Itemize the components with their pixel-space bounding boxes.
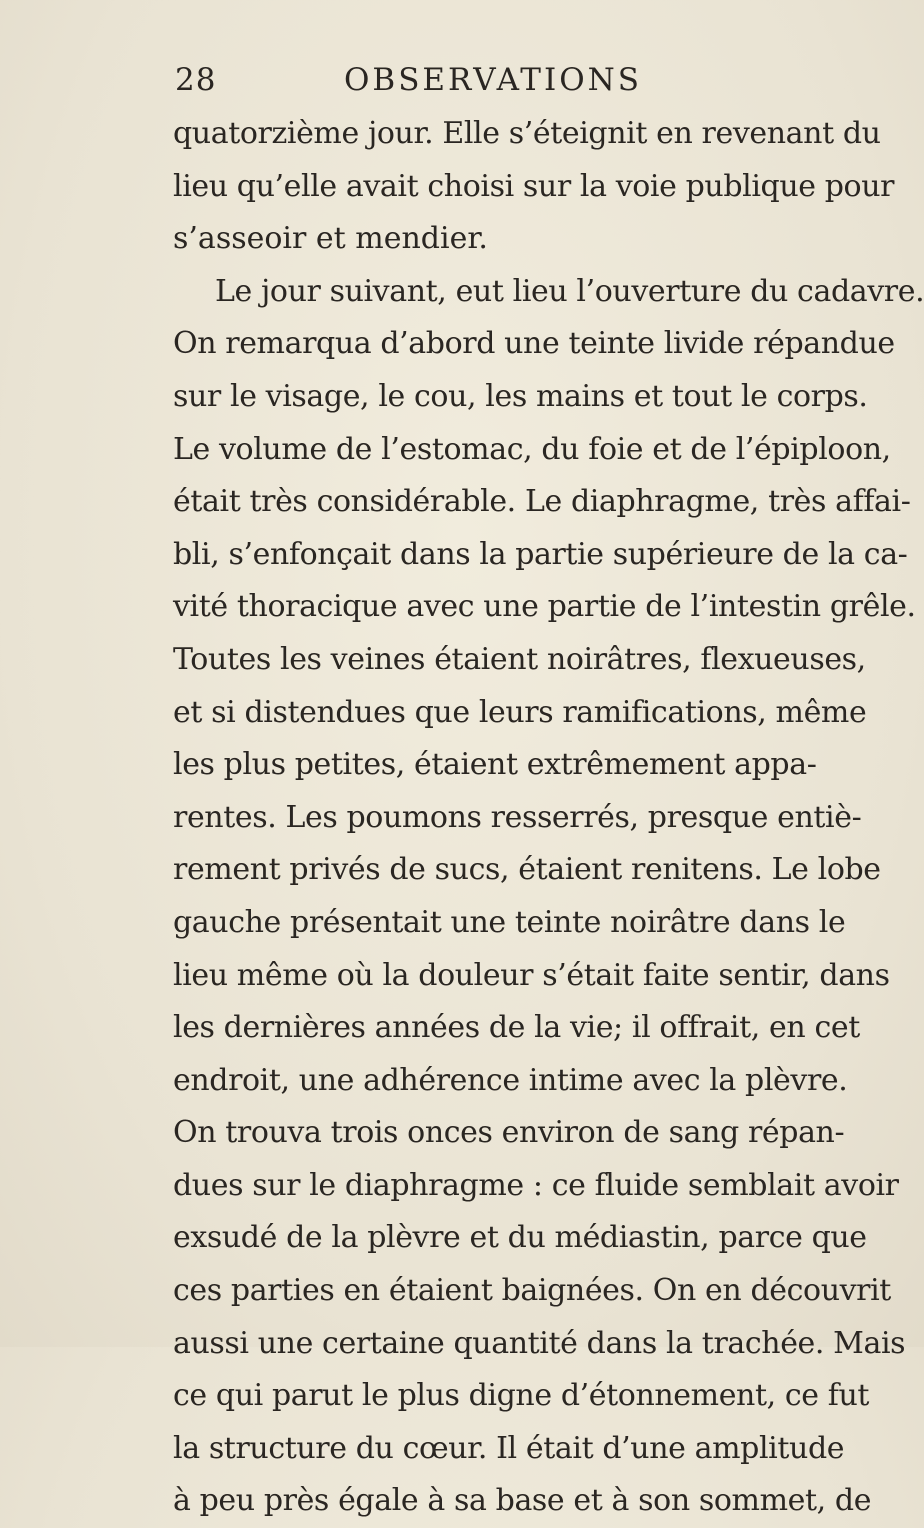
- text-line: dues sur le diaphragme : ce fluide semblait avoir: [173, 1167, 899, 1203]
- text-line: quatorzième jour. Elle s’éteignit en revenant du: [173, 116, 881, 151]
- text-line: s’asseoir et mendier.: [173, 221, 488, 257]
- text-line: endroit, une adhérence intime avec la plèvre.: [173, 1062, 848, 1098]
- text-line: aussi une certaine quantité dans la trachée. Mais: [173, 1325, 906, 1361]
- text-line: ces parties en étaient baignées. On en découvrit: [173, 1273, 891, 1309]
- text-line: lieu même où la douleur s’était faite sentir, dans: [173, 957, 890, 993]
- text-line: On remarqua d’abord une teinte livide répandue: [173, 326, 895, 362]
- text-line: Le volume de l’estomac, du foie et de l’épiploon,: [173, 431, 891, 467]
- text-line: était très considérable. Le diaphragme, très affai-: [173, 484, 911, 520]
- text-line: Le jour suivant, eut lieu l’ouverture du cadavre.: [215, 273, 924, 309]
- text-line: Toutes les veines étaient noirâtres, flexueuses,: [173, 641, 866, 677]
- text-line: les plus petites, étaient extrêmement appa-: [173, 747, 817, 783]
- text-line: sur le visage, le cou, les mains et tout le corps.: [173, 378, 868, 414]
- text-line: à peu près égale à sa base et à son sommet, de: [173, 1483, 872, 1519]
- running-title: OBSERVATIONS: [344, 62, 642, 98]
- text-line: la structure du cœur. Il était d’une amplitude: [173, 1430, 845, 1466]
- text-line: lieu qu’elle avait choisi sur la voie publique pour: [173, 168, 895, 204]
- text-line: et si distendues que leurs ramifications, même: [173, 694, 867, 730]
- text-line: rentes. Les poumons resserrés, presque entiè-: [173, 799, 862, 835]
- body-text: [173, 108, 924, 1528]
- page-header: [0, 62, 800, 112]
- text-line: les dernières années de la vie; il offrait, en cet: [173, 1010, 860, 1046]
- text-line: On trouva trois onces environ de sang répan-: [173, 1115, 845, 1151]
- text-line: rement privés de sucs, étaient renitens. Le lobe: [173, 852, 881, 888]
- text-line: exsudé de la plèvre et du médiastin, parce que: [173, 1220, 867, 1256]
- text-line: bli, s’enfonçait dans la partie supérieure de la ca-: [173, 536, 908, 572]
- text-line: ce qui parut le plus digne d’étonnement, ce fut: [173, 1378, 870, 1414]
- page-number: 28: [175, 62, 217, 98]
- text-line: vité thoracique avec une partie de l’intestin grêle.: [173, 589, 916, 625]
- text-line: gauche présentait une teinte noirâtre dans le: [173, 904, 846, 940]
